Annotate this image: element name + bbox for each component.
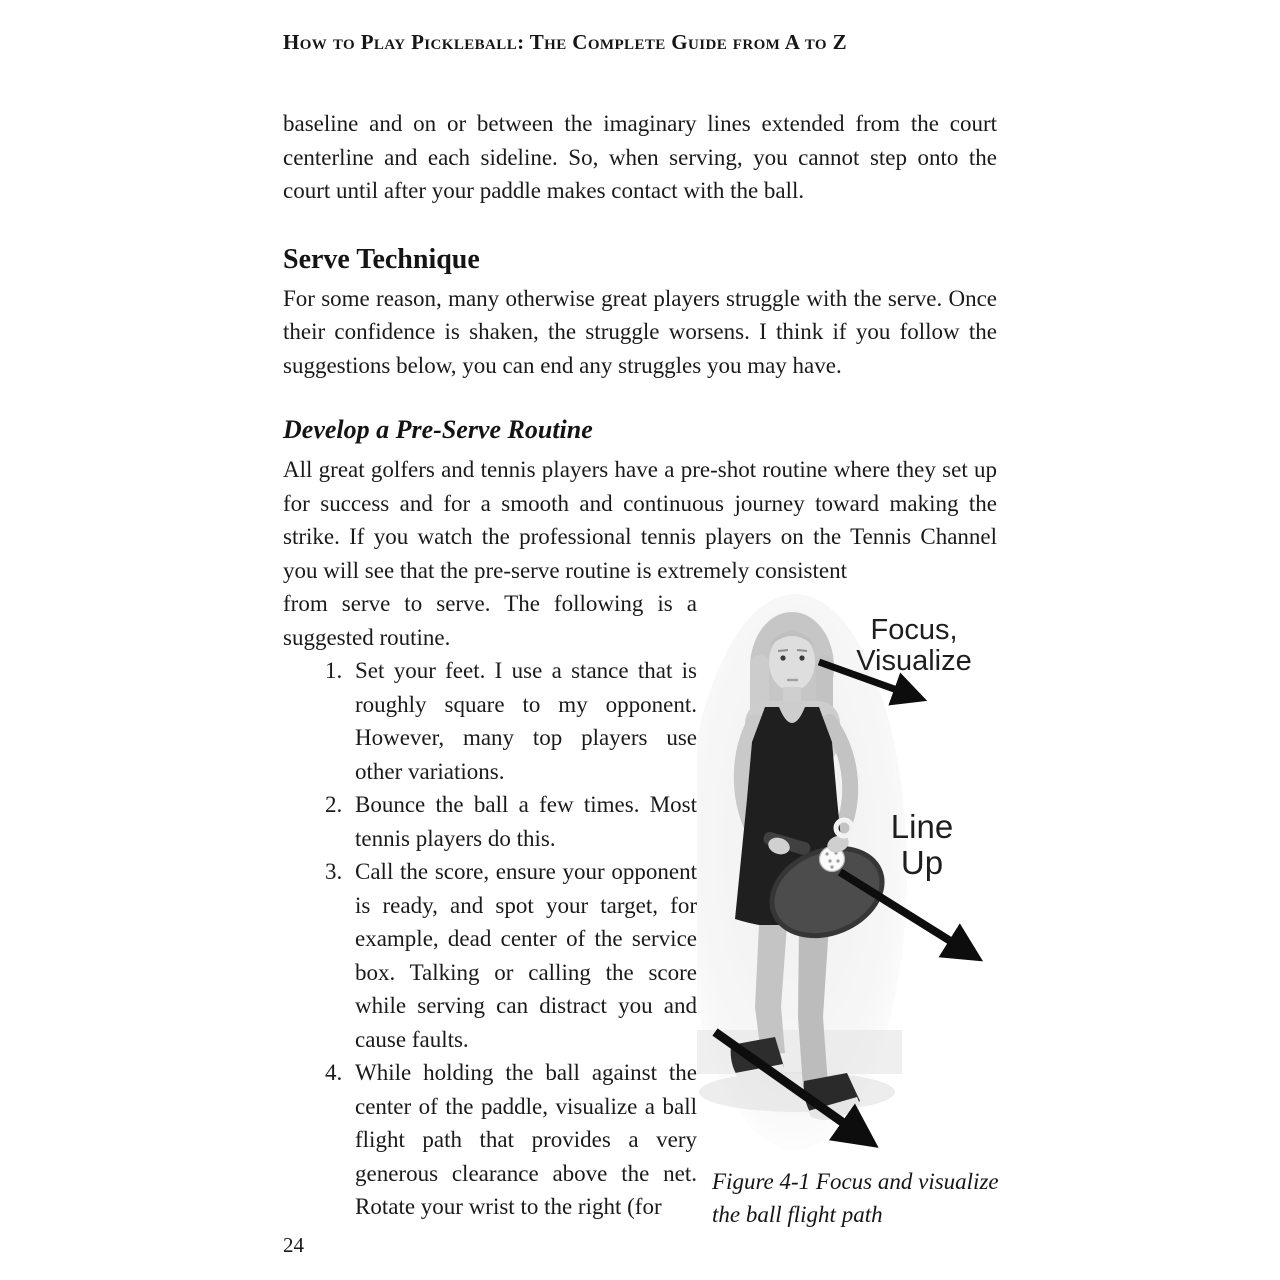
lineup-label-line1: Line xyxy=(890,808,954,845)
step-number: 4. xyxy=(325,1060,343,1085)
page-content xyxy=(283,30,997,1249)
right-eye xyxy=(799,655,804,660)
figure-4-1 xyxy=(697,587,997,1249)
step-number: 3. xyxy=(325,859,343,884)
figure-inner xyxy=(697,587,1042,1249)
heading-pre-serve-routine: Develop a Pre-Serve Routine xyxy=(283,415,593,444)
left-eye xyxy=(780,655,785,660)
wrap-zone xyxy=(283,587,997,1249)
intro-paragraph: baseline and on or between the imaginary lines extended from the court centerline and each sideline. So, when serving, you cannot step onto the court until after your paddle makes contact with the ball. xyxy=(283,111,997,203)
heading-serve-technique: Serve Technique xyxy=(283,243,480,275)
list-item xyxy=(325,1056,697,1224)
pre-serve-paragraph-full: All great golfers and tennis players have a pre-shot routine where they set up for success and for a smooth and continuous journey toward making the strike. If you watch the professional tennis players on the Tennis Channel you will see that the pre-serve routine is extremely consistent xyxy=(283,457,997,583)
figure-caption: Figure 4-1 Focus and visualize the ball flight path xyxy=(712,1169,999,1227)
figure-label-line-up xyxy=(877,809,967,880)
left-leg xyxy=(755,925,787,1055)
face xyxy=(769,633,815,691)
lineup-label-line2: Up xyxy=(900,843,944,881)
focus-label-line1: Focus, xyxy=(870,614,958,646)
step-number: 2. xyxy=(325,792,343,817)
step-text: Bounce the ball a few times. Most tennis players do this. xyxy=(355,792,697,851)
step-number: 1. xyxy=(325,658,343,683)
running-header: How to Play Pickleball: The Complete Guide from A to Z xyxy=(283,30,848,54)
list-item xyxy=(325,654,697,788)
figure-label-focus-visualize xyxy=(849,615,979,678)
page-number: 24 xyxy=(283,1233,304,1257)
list-item xyxy=(325,788,697,855)
step-text: While holding the ball against the center of the paddle, visualize a ball flight path that provides a very generous clearance above the net. Rotate your wrist to the right (for xyxy=(355,1060,697,1219)
step-text: Call the score, ensure your opponent is ready, and spot your target, for example, dead center of the service box. Talking or calling the score while serving can distract you and cause faults. xyxy=(355,859,697,1052)
pre-serve-paragraph-wrapped: from serve to serve. The following is a suggested routine. xyxy=(283,591,697,650)
focus-label-line2: Visualize xyxy=(856,645,972,678)
serve-technique-paragraph: For some reason, many otherwise great players struggle with the serve. Once their confidence is shaken, the struggle worsens. I think if you follow the suggestions below, you can end any struggles you may have. xyxy=(283,285,997,378)
list-item xyxy=(325,855,697,1056)
step-text: Set your feet. I use a stance that is roughly square to my opponent. However, many top players use other variations. xyxy=(355,658,697,784)
